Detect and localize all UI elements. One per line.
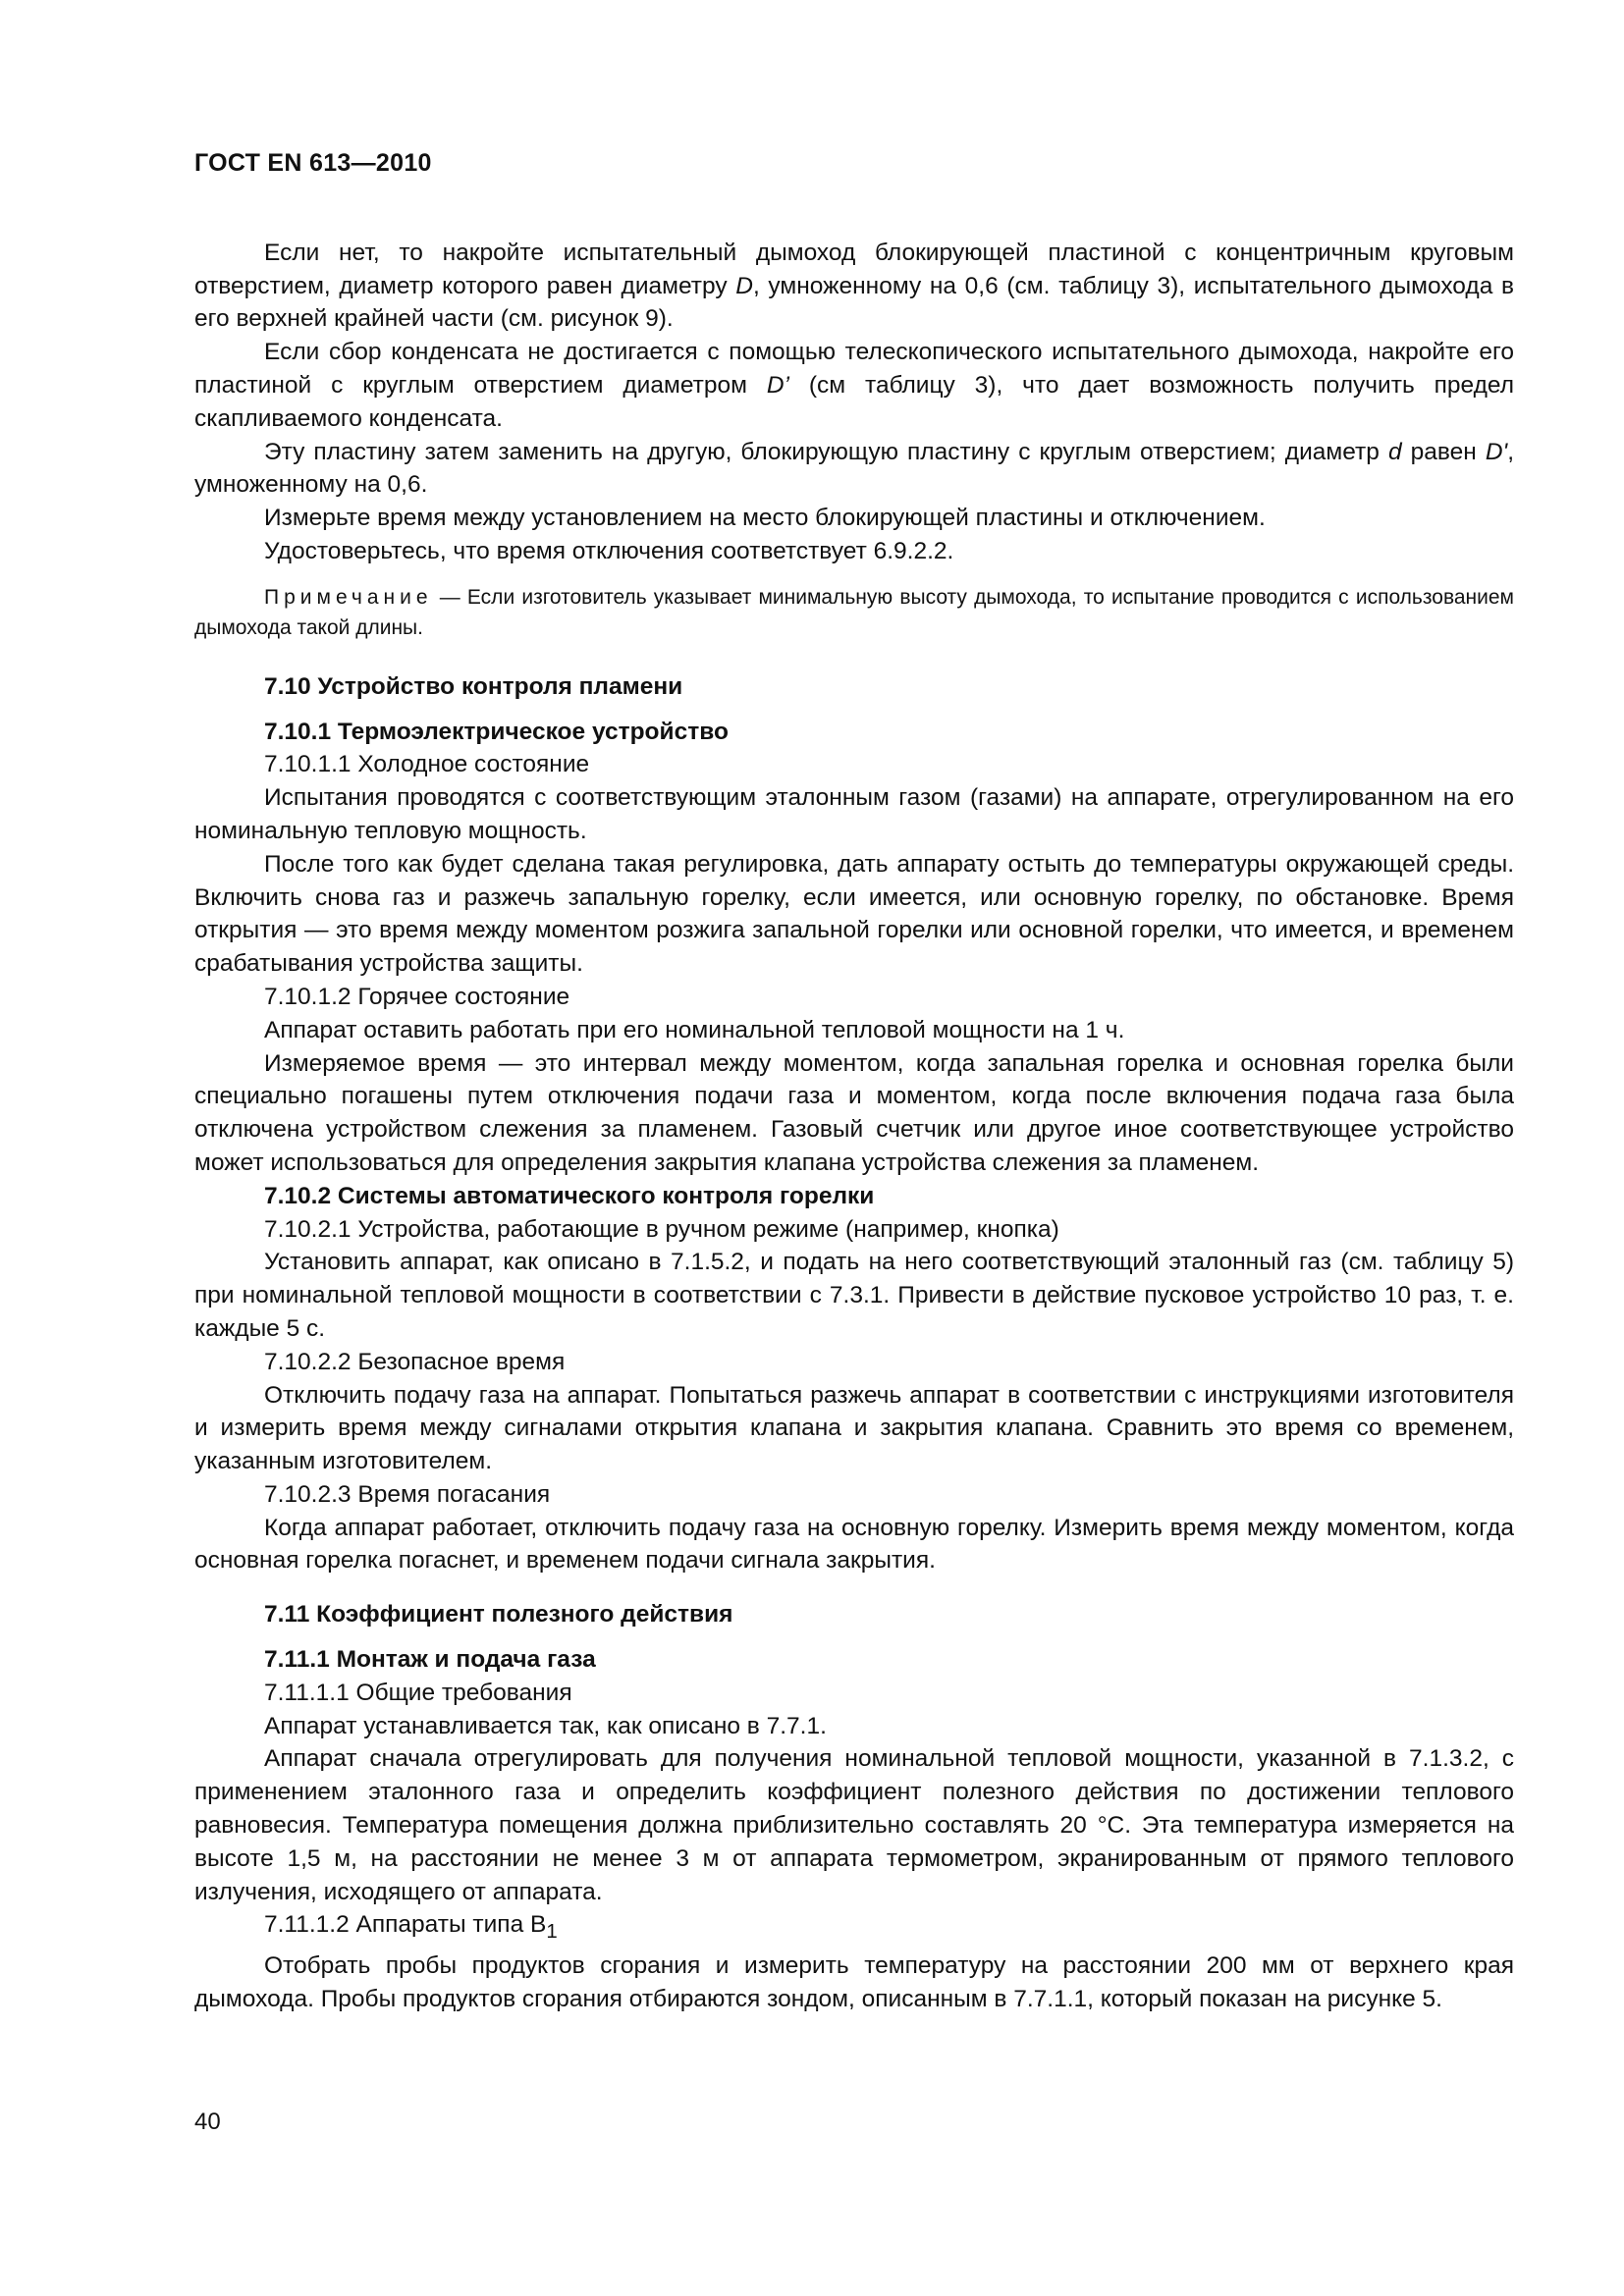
paragraph: После того как будет сделана такая регулировка, дать аппарату остыть до температуры окружающей среды. Включить снова газ и разжечь запальную горелку, если имеется, или основную горелку, по обстановке. Время открытия — это время между моментом розжига запальной горелки или основной горелки, что имеется, и временем срабатывания устройства защиты. (194, 850, 1514, 978)
section-7-11-1-title: 7.11.1 Монтаж и подача газа (264, 1646, 596, 1674)
section-7-11-1-2-title: 7.11.1.2 Аппараты типа $В_1$ (264, 1911, 558, 1944)
page-number: 40 (194, 2109, 221, 2135)
paragraph: Аппарат устанавливается так, как описано в 7.7.1. (264, 1712, 827, 1739)
note (194, 582, 1514, 643)
note-text: — Если изготовитель указывает минимальную высоту дымохода, то испытание проводится с использованием дымохода такой длины. (194, 585, 1514, 639)
section-7-11-1-1-title: 7.11.1.1 Общие требования (264, 1679, 572, 1706)
paragraph: Отобрать пробы продуктов сгорания и измерить температуру на расстоянии 200 мм от верхнего края дымохода. Пробы продуктов сгорания отбираются зондом, описанным в 7.7.1.1, который показан на рисунке 5. (194, 1952, 1514, 2012)
paragraph-plate-concentric: Если нет, то накройте испытательный дымоход блокирующей пластиной с концентричным круговым отверстием, диаметр которого равен диаметру D, умноженному на 0,6 (см. таблицу 3), испытательного дымохода в его верхней крайней части (см. рисунок 9). (194, 239, 1514, 333)
paragraph-replace-plate: Эту пластину затем заменить на другую, блокирующую пластину с круглым отверстием; диаметр d равен D', умноженному на 0,6. (194, 438, 1514, 499)
section-7-10-2-2-title: 7.10.2.2 Безопасное время (264, 1348, 566, 1375)
paragraph: Испытания проводятся с соответствующим эталонным газом (газами) на аппарате, отрегулированном на его номинальную тепловую мощность. (194, 784, 1514, 844)
paragraph: Аппарат сначала отрегулировать для получения номинальной тепловой мощности, указанной в 7.1.3.2, с применением эталонного газа и определить коэффициент полезного действия по достижении теплового равновесия. Температура помещения должна приблизительно составлять 20 °С. Эта температура измеряется на высоте 1,5 м, на расстоянии не менее 3 м от аппарата термометром, экранированным от прямого теплового излучения, исходящего от аппарата. (194, 1745, 1514, 1905)
paragraph-verify-time: Удостоверьтесь, что время отключения соответствует 6.9.2.2. (264, 537, 954, 564)
section-7-10-1-2-title: 7.10.1.2 Горячее состояние (264, 983, 570, 1010)
section-7-10-2-3-title: 7.10.2.3 Время погасания (264, 1480, 551, 1508)
document-header: ГОСТ EN 613—2010 (194, 149, 432, 177)
paragraph: Отключить подачу газа на аппарат. Попытаться разжечь аппарат в соответствии с инструкциями изготовителя и измерить время между сигналами открытия клапана и закрытия клапана. Сравнить это время со временем, указанным изготовителем. (194, 1381, 1514, 1475)
paragraph: Когда аппарат работает, отключить подачу газа на основную горелку. Измерить время между моментом, когда основная горелка погаснет, и временем подачи сигнала закрытия. (194, 1514, 1514, 1575)
note-label: Примечание (264, 585, 433, 609)
paragraph-measure-time: Измерьте время между установлением на место блокирующей пластины и отключением. (264, 505, 1266, 532)
paragraph-condensate: Если сбор конденсата не достигается с помощью телескопического испытательного дымохода, накройте его пластиной с круглым отверстием диаметром D’ (см таблицу 3), что дает возможность получить предел скапливаемого конденсата. (194, 339, 1514, 432)
section-7-10-title: 7.10 Устройство контроля пламени (264, 672, 683, 700)
paragraph: Измеряемое время — это интервал между моментом, когда запальная горелка и основная горелка были специально погашены путем отключения подачи газа и моментом, когда после включения подача газа была отключена устройством слежения за пламенем. Газовый счетчик или другое иное соответствующее устройство может использоваться для определения закрытия клапана устройства слежения за пламенем. (194, 1049, 1514, 1176)
section-7-10-2-title: 7.10.2 Системы автоматического контроля горелки (264, 1182, 875, 1209)
section-7-11-title: 7.11 Коэффициент полезного действия (264, 1601, 733, 1629)
document-page (194, 147, 1514, 2016)
paragraph: Аппарат оставить работать при его номинальной тепловой мощности на 1 ч. (264, 1016, 1125, 1043)
paragraph: Установить аппарат, как описано в 7.1.5.2, и подать на него соответствующий эталонный газ (см. таблицу 5) при номинальной тепловой мощности в соответствии с 7.3.1. Привести в действие пусковое устройство 10 раз, т. е. каждые 5 с. (194, 1249, 1514, 1342)
section-7-10-2-1-title: 7.10.2.1 Устройства, работающие в ручном режиме (например, кнопка) (264, 1215, 1059, 1243)
section-7-10-1-title: 7.10.1 Термоэлектрическое устройство (264, 718, 729, 745)
section-7-10-1-1-title: 7.10.1.1 Холодное состояние (264, 751, 590, 778)
